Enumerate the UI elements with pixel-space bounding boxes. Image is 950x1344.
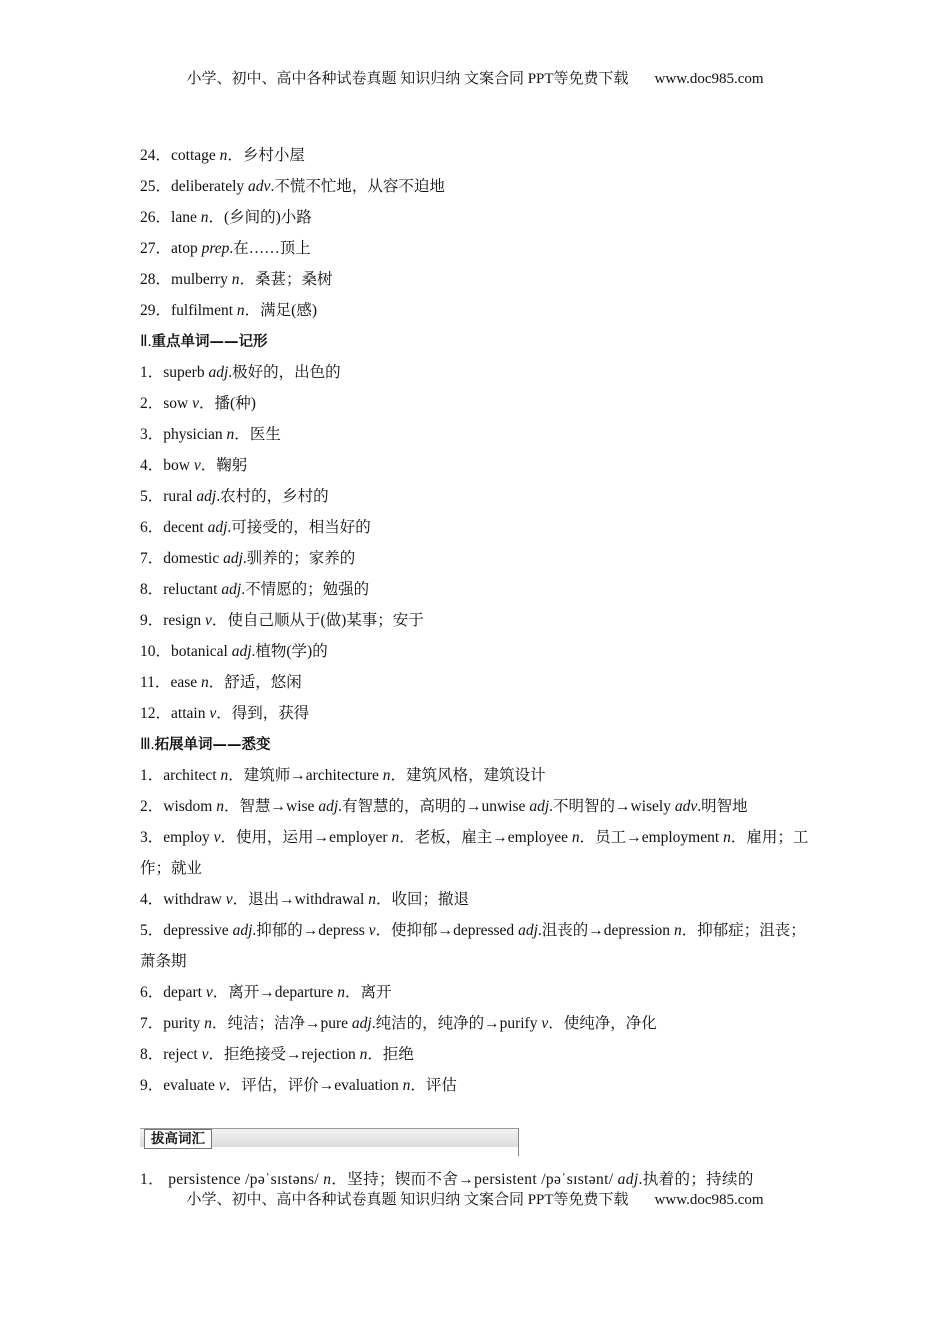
arrow-glyph: → (492, 829, 508, 846)
part-of-speech: n (219, 147, 228, 164)
part-of-speech: v (209, 705, 217, 722)
part-of-speech: adj (231, 643, 252, 660)
arrow-glyph: → (626, 829, 642, 846)
headword: wise (286, 798, 319, 815)
headword: employ (163, 829, 214, 846)
pos-separator: ． (399, 829, 415, 846)
section-heading-key-words: Ⅱ.重点单词——记形 (140, 333, 268, 350)
meaning: 农村的，乡村的 (220, 488, 329, 505)
advanced-vocabulary-banner (140, 1128, 518, 1156)
headword: cottage (171, 147, 220, 164)
part-of-speech: n (200, 674, 209, 691)
meaning: 使抑郁 (391, 922, 438, 939)
headword: depressive (163, 922, 233, 939)
arrow-glyph: → (259, 984, 275, 1001)
item-number: 2． (140, 798, 164, 815)
part-of-speech: adj (232, 922, 253, 939)
part-of-speech: adj (221, 581, 242, 598)
banner-divider (518, 1128, 519, 1156)
part-of-speech: v (213, 829, 221, 846)
meaning: 老板，雇主 (414, 829, 493, 846)
headword: resign (163, 612, 206, 629)
headword: deliberately (171, 178, 249, 195)
pos-separator: ． (244, 302, 261, 319)
pos-separator: . (338, 798, 342, 815)
pos-separator: ． (375, 922, 392, 939)
page-footer (0, 1189, 950, 1211)
extended-word-item (140, 915, 810, 977)
item-number: 6． (140, 519, 164, 536)
key-word-item (140, 605, 810, 636)
key-word-item (140, 574, 810, 605)
part-of-speech: adj (518, 922, 538, 939)
part-of-speech: v (541, 1015, 549, 1032)
headword: mulberry (171, 271, 232, 288)
headword: rural (163, 488, 197, 505)
part-of-speech: n (323, 1171, 332, 1188)
item-number: 3． (140, 829, 164, 846)
pos-separator: ． (548, 1015, 564, 1032)
pos-separator: ． (199, 395, 215, 412)
item-number: 27． (140, 240, 172, 257)
pos-separator: . (371, 1015, 376, 1032)
part-of-speech: v (193, 457, 201, 474)
headword: wisely (630, 798, 675, 815)
meaning: 舒适，悠闲 (224, 674, 302, 691)
pos-separator: . (270, 178, 275, 195)
headword: domestic (163, 550, 224, 567)
phonetic: /pəˈsɪstəns/ (245, 1171, 324, 1188)
headword: withdraw (163, 891, 226, 908)
meaning: 使纯净，净化 (563, 1015, 657, 1032)
item-number: 5． (140, 922, 164, 939)
meaning: 鞠躬 (216, 457, 248, 474)
vocab-item (140, 202, 810, 233)
item-number: 29． (140, 302, 172, 319)
key-word-item (140, 481, 810, 512)
meaning: 拒绝接受 (223, 1046, 286, 1063)
pos-separator: . (638, 1171, 643, 1188)
arrow-glyph: → (290, 767, 306, 784)
headword: evaluation (334, 1077, 403, 1094)
vocab-list-continued (140, 140, 810, 326)
pos-separator: . (216, 488, 221, 505)
extended-word-item (140, 760, 810, 791)
key-word-item (140, 698, 810, 729)
headword: depressed (453, 922, 519, 939)
vocab-item (140, 295, 810, 326)
arrow-glyph: → (313, 829, 330, 846)
page-header (0, 68, 950, 90)
item-number: 7． (140, 550, 164, 567)
meaning: 纯洁；洁净 (227, 1015, 305, 1032)
headword: reject (163, 1046, 202, 1063)
headword: employee (507, 829, 572, 846)
meaning: 评估 (425, 1077, 457, 1094)
arrow-glyph: → (270, 798, 287, 815)
meaning: 收回；撤退 (391, 891, 469, 908)
pos-separator: ． (375, 891, 392, 908)
item-number: 12． (140, 705, 172, 722)
pos-separator: ． (200, 457, 217, 474)
headword: ease (170, 674, 201, 691)
meaning: 抑郁的 (256, 922, 303, 939)
headword: pure (320, 1015, 352, 1032)
item-number: 28． (140, 271, 172, 288)
meaning: 满足(感) (260, 302, 317, 319)
meaning: 智慧 (239, 798, 271, 815)
meaning: 评估，评价 (241, 1077, 319, 1094)
pos-separator: ． (239, 271, 255, 288)
part-of-speech: n (337, 984, 345, 1001)
key-word-item (140, 450, 810, 481)
item-number: 3． (140, 426, 164, 443)
meaning: 坚持；锲而不舍 (347, 1171, 459, 1188)
extended-word-item (140, 822, 810, 884)
pos-separator: . (549, 798, 553, 815)
item-number: 8． (140, 1046, 164, 1063)
meaning: 明智地 (701, 798, 748, 815)
headword: botanical (171, 643, 232, 660)
pos-separator: ． (579, 829, 596, 846)
part-of-speech: prep (201, 240, 230, 257)
key-word-item (140, 636, 810, 667)
pos-separator: ． (228, 767, 244, 784)
extended-word-item (140, 884, 810, 915)
part-of-speech: adj (318, 798, 339, 815)
meaning: 建筑风格，建筑设计 (406, 767, 546, 784)
pos-separator: . (252, 922, 257, 939)
part-of-speech: v (192, 395, 200, 412)
headword: decent (163, 519, 208, 536)
meaning: 在……顶上 (233, 240, 311, 257)
meaning: 退出 (248, 891, 280, 908)
meaning: 沮丧的 (541, 922, 589, 939)
meaning: 雇用；工作；就业 (140, 829, 809, 877)
key-word-item (140, 667, 810, 698)
vocab-item (140, 140, 810, 171)
item-number: 10． (140, 643, 172, 660)
extended-word-item (140, 791, 810, 822)
meaning: 可接受的，相当好的 (231, 519, 371, 536)
pos-separator: ． (390, 767, 407, 784)
item-number: 5． (140, 488, 164, 505)
item-number: 2． (140, 395, 164, 412)
footer-text: 小学、初中、高中各种试卷真题 知识归纳 文案合同 PPT等免费下载 (186, 1192, 629, 1208)
meaning: 有智慧的，高明的 (342, 798, 467, 815)
part-of-speech: adj (207, 519, 228, 536)
headword: superb (163, 364, 209, 381)
arrow-glyph: → (302, 922, 319, 939)
part-of-speech: n (204, 1015, 212, 1032)
part-of-speech: adj (208, 364, 229, 381)
pos-separator: . (697, 798, 702, 815)
extended-word-item (140, 1070, 810, 1101)
headword: purity (163, 1015, 205, 1032)
meaning: 极好的，出色的 (232, 364, 341, 381)
part-of-speech: v (205, 612, 212, 629)
meaning: 乡村小屋 (242, 147, 305, 164)
pos-separator: ． (227, 147, 243, 164)
meaning: 执着的；持续的 (642, 1171, 754, 1188)
arrow-glyph: → (304, 1015, 321, 1032)
key-word-item (140, 512, 810, 543)
part-of-speech: n (236, 302, 245, 319)
item-number: 9． (140, 1077, 164, 1094)
part-of-speech: adj (196, 488, 217, 505)
headword: unwise (481, 798, 530, 815)
part-of-speech: n (200, 209, 209, 226)
part-of-speech: adv (248, 178, 271, 195)
arrow-glyph: → (466, 798, 482, 815)
headword: departure (274, 984, 338, 1001)
vocab-list-key-words (140, 357, 810, 729)
arrow-glyph: → (484, 1015, 500, 1032)
headword: architecture (305, 767, 383, 784)
arrow-glyph: → (458, 1171, 475, 1188)
meaning: 拒绝 (382, 1046, 414, 1063)
part-of-speech: n (723, 829, 731, 846)
headword: fulfilment (171, 302, 237, 319)
item-number: 1． (140, 1171, 169, 1188)
part-of-speech: adj (529, 798, 550, 815)
arrow-glyph: → (615, 798, 631, 815)
meaning: 桑葚；桑树 (254, 271, 333, 288)
pos-separator: ． (223, 798, 240, 815)
pos-separator: ． (208, 674, 225, 691)
extended-word-item (140, 1008, 810, 1039)
item-number: 25． (140, 178, 172, 195)
pos-separator: . (229, 240, 234, 257)
pos-separator: ． (681, 922, 698, 939)
headword: depart (163, 984, 206, 1001)
pos-separator: ． (410, 1077, 426, 1094)
item-number: 1． (140, 364, 164, 381)
pos-separator: ． (232, 891, 249, 908)
headword: employment (641, 829, 724, 846)
headword: wisdom (163, 798, 217, 815)
part-of-speech: adj (223, 550, 243, 567)
vocab-item (140, 264, 810, 295)
headword: evaluate (163, 1077, 219, 1094)
headword: sow (163, 395, 193, 412)
headword: attain (171, 705, 210, 722)
headword: depression (603, 922, 674, 939)
pos-separator: ． (216, 705, 232, 722)
part-of-speech: n (226, 426, 235, 443)
headword: rejection (301, 1046, 360, 1063)
part-of-speech: n (368, 891, 376, 908)
item-number: 9． (140, 612, 164, 629)
pos-separator: ． (212, 984, 229, 1001)
footer-url[interactable]: www.doc985.com (654, 1192, 764, 1208)
part-of-speech: n (391, 829, 400, 846)
item-number: 24． (140, 147, 172, 164)
extended-word-item (140, 977, 810, 1008)
pos-separator: . (228, 364, 233, 381)
meaning: 不明智的 (553, 798, 616, 815)
arrow-glyph: → (279, 891, 295, 908)
part-of-speech: n (571, 829, 580, 846)
banner-title: 拔高词汇 (144, 1129, 212, 1149)
part-of-speech: n (359, 1046, 368, 1063)
item-number: 6． (140, 984, 164, 1001)
headword: atop (171, 240, 202, 257)
key-word-item (140, 543, 810, 574)
meaning: 建筑师 (243, 767, 291, 784)
key-word-item (140, 419, 810, 450)
pos-separator: . (537, 922, 542, 939)
meaning: 使用，运用 (236, 829, 314, 846)
headword: withdrawal (294, 891, 369, 908)
pos-separator: ． (208, 209, 224, 226)
pos-separator: ． (344, 984, 361, 1001)
key-word-item (140, 357, 810, 388)
item-number: 26． (140, 209, 172, 226)
meaning: 离开 (360, 984, 392, 1001)
headword: physician (163, 426, 227, 443)
pos-separator: ． (331, 1171, 348, 1188)
pos-separator: ． (367, 1046, 383, 1063)
meaning: 纯洁的，纯净的 (375, 1015, 485, 1032)
meaning: 使自己顺从于(做)某事；安于 (227, 612, 424, 629)
part-of-speech: v (225, 891, 233, 908)
part-of-speech: v (368, 922, 376, 939)
header-url[interactable]: www.doc985.com (654, 71, 764, 87)
headword: employer (329, 829, 392, 846)
headword: persistence (168, 1171, 246, 1188)
headword: persistent (474, 1171, 542, 1188)
pos-separator: ． (730, 829, 747, 846)
pos-separator: . (227, 519, 232, 536)
item-number: 8． (140, 581, 164, 598)
vocab-item (140, 233, 810, 264)
vocabulary-content (140, 140, 810, 1101)
pos-separator: ． (208, 1046, 224, 1063)
pos-separator: ． (211, 1015, 228, 1032)
pos-separator: . (251, 643, 256, 660)
section-heading-extended-words: Ⅲ.拓展单词——悉变 (140, 736, 271, 753)
item-number: 7． (140, 1015, 164, 1032)
arrow-glyph: → (285, 1046, 302, 1063)
headword: reluctant (163, 581, 222, 598)
arrow-glyph: → (437, 922, 454, 939)
part-of-speech: n (382, 767, 391, 784)
extended-word-item (140, 1039, 810, 1070)
meaning: 员工 (595, 829, 627, 846)
meaning: 不慌不忙地，从容不迫地 (274, 178, 445, 195)
part-of-speech: n (231, 271, 240, 288)
item-number: 4． (140, 891, 164, 908)
part-of-speech: n (216, 798, 224, 815)
header-text: 小学、初中、高中各种试卷真题 知识归纳 文案合同 PPT等免费下载 (186, 71, 629, 87)
headword: purify (499, 1015, 542, 1032)
meaning: 驯养的；家养的 (246, 550, 356, 567)
meaning: 医生 (249, 426, 281, 443)
part-of-speech: n (220, 767, 229, 784)
pos-separator: . (242, 550, 247, 567)
part-of-speech: v (205, 984, 213, 1001)
phonetic: /pəˈsɪstənt/ (541, 1171, 618, 1188)
meaning: 播(种) (214, 395, 256, 412)
meaning: 抑郁症；沮丧；萧条期 (140, 922, 806, 970)
meaning: 不情愿的；勉强的 (245, 581, 370, 598)
arrow-glyph: → (588, 922, 604, 939)
part-of-speech: v (218, 1077, 226, 1094)
part-of-speech: v (201, 1046, 209, 1063)
headword: architect (163, 767, 221, 784)
meaning: (乡间的)小路 (223, 209, 312, 226)
pos-separator: ． (220, 829, 237, 846)
pos-separator: ． (211, 612, 228, 629)
meaning: 离开 (228, 984, 260, 1001)
item-number: 11． (140, 674, 171, 691)
meaning: 得到，获得 (231, 705, 310, 722)
key-word-item (140, 388, 810, 419)
headword: bow (163, 457, 194, 474)
part-of-speech: n (673, 922, 682, 939)
part-of-speech: adv (674, 798, 698, 815)
pos-separator: ． (234, 426, 250, 443)
headword: depress (318, 922, 369, 939)
arrow-glyph: → (318, 1077, 335, 1094)
vocab-list-extended-words (140, 760, 810, 1101)
pos-separator: . (241, 581, 246, 598)
part-of-speech: adj (617, 1171, 639, 1188)
item-number: 4． (140, 457, 164, 474)
item-number: 1． (140, 767, 164, 784)
pos-separator: ． (225, 1077, 242, 1094)
meaning: 植物(学)的 (255, 643, 328, 660)
part-of-speech: n (402, 1077, 411, 1094)
vocab-item (140, 171, 810, 202)
headword: lane (171, 209, 201, 226)
part-of-speech: adj (351, 1015, 372, 1032)
